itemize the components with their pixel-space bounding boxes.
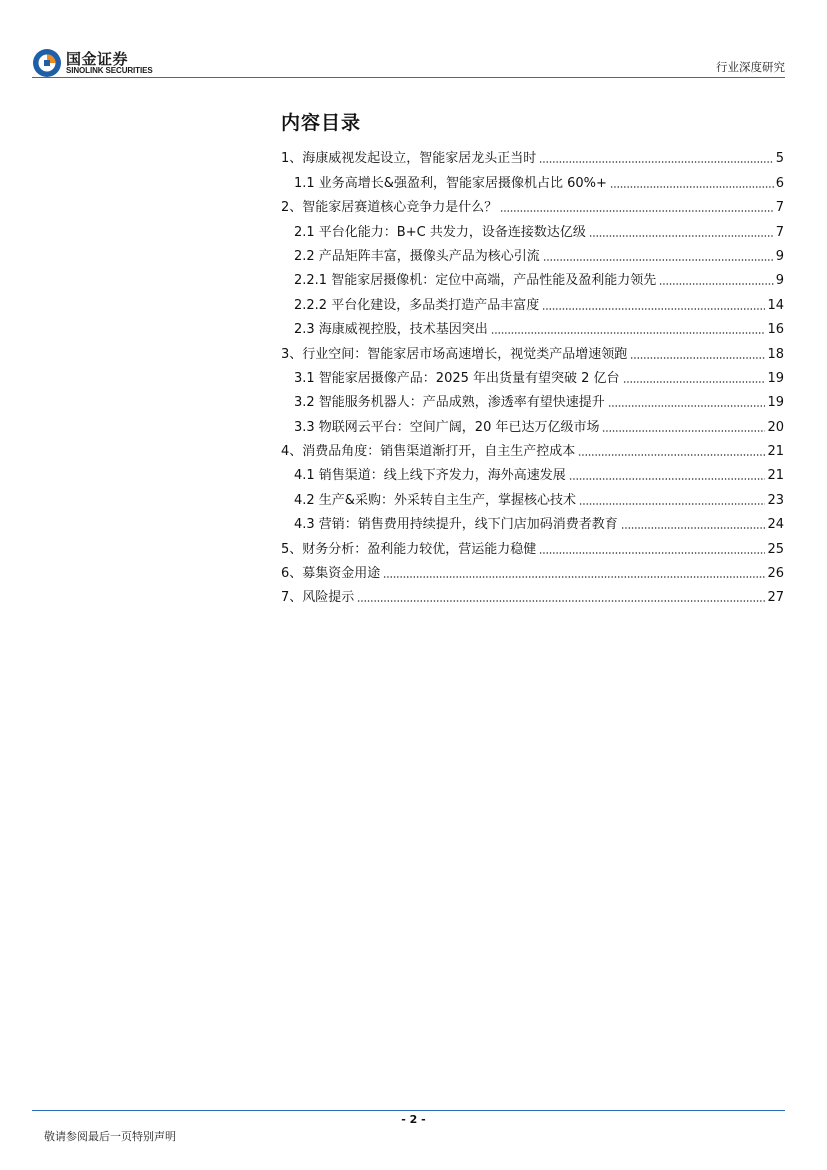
toc-entry-page: 19	[767, 395, 784, 411]
toc-entry-label: 2.2 产品矩阵丰富，摄像头产品为核心引流	[294, 248, 540, 264]
company-logo	[32, 46, 162, 80]
toc-entry-label: 6、募集资金用途	[281, 566, 381, 582]
toc-entry-page: 9	[775, 248, 784, 264]
toc-entry-label: 1、海康威视发起设立，智能家居龙头正当时	[281, 151, 537, 167]
toc-entry-label: 5、财务分析：盈利能力较优，营运能力稳健	[281, 541, 537, 557]
toc-entry-page: 9	[775, 273, 784, 289]
toc-entry-label: 3.2 智能服务机器人：产品成熟，渗透率有望快速提升	[294, 395, 605, 411]
toc-entry-page: 16	[767, 322, 784, 338]
toc-entry-page: 5	[775, 151, 784, 167]
toc-entry-label: 7、风险提示	[281, 590, 355, 606]
toc-entry-page: 21	[767, 444, 784, 460]
toc-dot-leader	[579, 502, 766, 506]
sinolink-logo-icon	[32, 48, 62, 78]
toc-dot-leader	[659, 282, 774, 286]
toc-entry-label: 2.2.2 平台化建设，多品类打造产品丰富度	[294, 297, 540, 313]
toc-dot-leader	[602, 429, 765, 433]
toc-dot-leader	[539, 160, 773, 164]
toc-entry-page: 23	[767, 492, 784, 508]
toc-entry[interactable]	[281, 363, 784, 387]
toc-entry-page: 19	[767, 370, 784, 386]
toc-entry-page: 18	[767, 346, 784, 362]
toc-entry-page: 7	[775, 200, 784, 216]
toc-entry-label: 2.1 平台化能力：B+C 共发力，设备连接数达亿级	[294, 224, 586, 240]
toc-entry[interactable]	[281, 314, 784, 338]
logo-english-name: SINOLINK SECURITIES	[66, 66, 153, 75]
table-of-contents	[281, 143, 784, 606]
toc-entry[interactable]	[281, 411, 784, 435]
toc-title: 内容目录	[281, 112, 362, 134]
toc-entry[interactable]	[281, 460, 784, 484]
toc-dot-leader	[539, 551, 765, 555]
page-number: - 2 -	[401, 1113, 426, 1126]
toc-entry[interactable]	[281, 143, 784, 167]
toc-entry[interactable]	[281, 216, 784, 240]
toc-entry-label: 2、智能家居赛道核心竞争力是什么？	[281, 200, 498, 216]
toc-entry-page: 6	[775, 175, 784, 191]
toc-dot-leader	[543, 258, 774, 262]
toc-entry-page: 25	[767, 541, 784, 557]
toc-dot-leader	[578, 453, 765, 457]
logo-chinese-name: 国金证券	[66, 50, 129, 68]
toc-dot-leader	[589, 234, 774, 238]
toc-entry-label: 2.2.1 智能家居摄像机：定位中高端，产品性能及盈利能力领先	[294, 273, 657, 289]
toc-entry-page: 26	[767, 566, 784, 582]
toc-dot-leader	[610, 185, 774, 189]
toc-entry-page: 14	[767, 297, 784, 313]
toc-entry[interactable]	[281, 289, 784, 313]
toc-dot-leader	[569, 477, 766, 481]
toc-entry-page: 24	[767, 517, 784, 533]
toc-entry-page: 7	[775, 224, 784, 240]
toc-dot-leader	[491, 331, 766, 335]
toc-dot-leader	[500, 209, 773, 213]
toc-entry[interactable]	[281, 167, 784, 191]
footer-divider	[32, 1110, 785, 1111]
toc-entry-page: 21	[767, 468, 784, 484]
toc-entry-label: 3.3 物联网云平台：空间广阔，20 年已达万亿级市场	[294, 419, 600, 435]
toc-dot-leader	[621, 526, 766, 530]
toc-dot-leader	[608, 404, 766, 408]
toc-entry-label: 3.1 智能家居摄像产品：2025 年出货量有望突破 2 亿台	[294, 370, 620, 386]
footer-disclaimer: 敬请参阅最后一页特别声明	[44, 1130, 176, 1143]
toc-entry[interactable]	[281, 558, 784, 582]
toc-entry[interactable]	[281, 533, 784, 557]
report-type-label: 行业深度研究	[716, 60, 785, 74]
toc-entry[interactable]	[281, 387, 784, 411]
toc-dot-leader	[542, 307, 765, 311]
toc-entry-page: 27	[767, 590, 784, 606]
toc-dot-leader	[383, 575, 765, 579]
toc-entry[interactable]	[281, 484, 784, 508]
toc-entry-label: 4.1 销售渠道：线上线下齐发力，海外高速发展	[294, 468, 566, 484]
toc-entry[interactable]	[281, 436, 784, 460]
toc-entry-page: 20	[767, 419, 784, 435]
toc-entry-label: 4.3 营销：销售费用持续提升，线下门店加码消费者教育	[294, 517, 618, 533]
toc-dot-leader	[630, 356, 765, 360]
toc-entry-label: 4、消费品角度：销售渠道渐打开，自主生产控成本	[281, 444, 576, 460]
toc-entry[interactable]	[281, 509, 784, 533]
toc-dot-leader	[357, 599, 765, 603]
page-header	[0, 0, 827, 82]
toc-entry[interactable]	[281, 265, 784, 289]
toc-entry-label: 4.2 生产&采购：外采转自主生产，掌握核心技术	[294, 492, 576, 508]
toc-entry[interactable]	[281, 338, 784, 362]
toc-entry-label: 3、行业空间：智能家居市场高速增长，视觉类产品增速领跑	[281, 346, 628, 362]
toc-entry[interactable]	[281, 241, 784, 265]
toc-entry-label: 2.3 海康威视控股，技术基因突出	[294, 322, 488, 338]
toc-entry[interactable]	[281, 192, 784, 216]
toc-entry-label: 1.1 业务高增长&强盈利，智能家居摄像机占比 60%+	[294, 175, 607, 191]
header-divider	[32, 77, 785, 78]
toc-dot-leader	[623, 380, 766, 384]
toc-entry[interactable]	[281, 582, 784, 606]
